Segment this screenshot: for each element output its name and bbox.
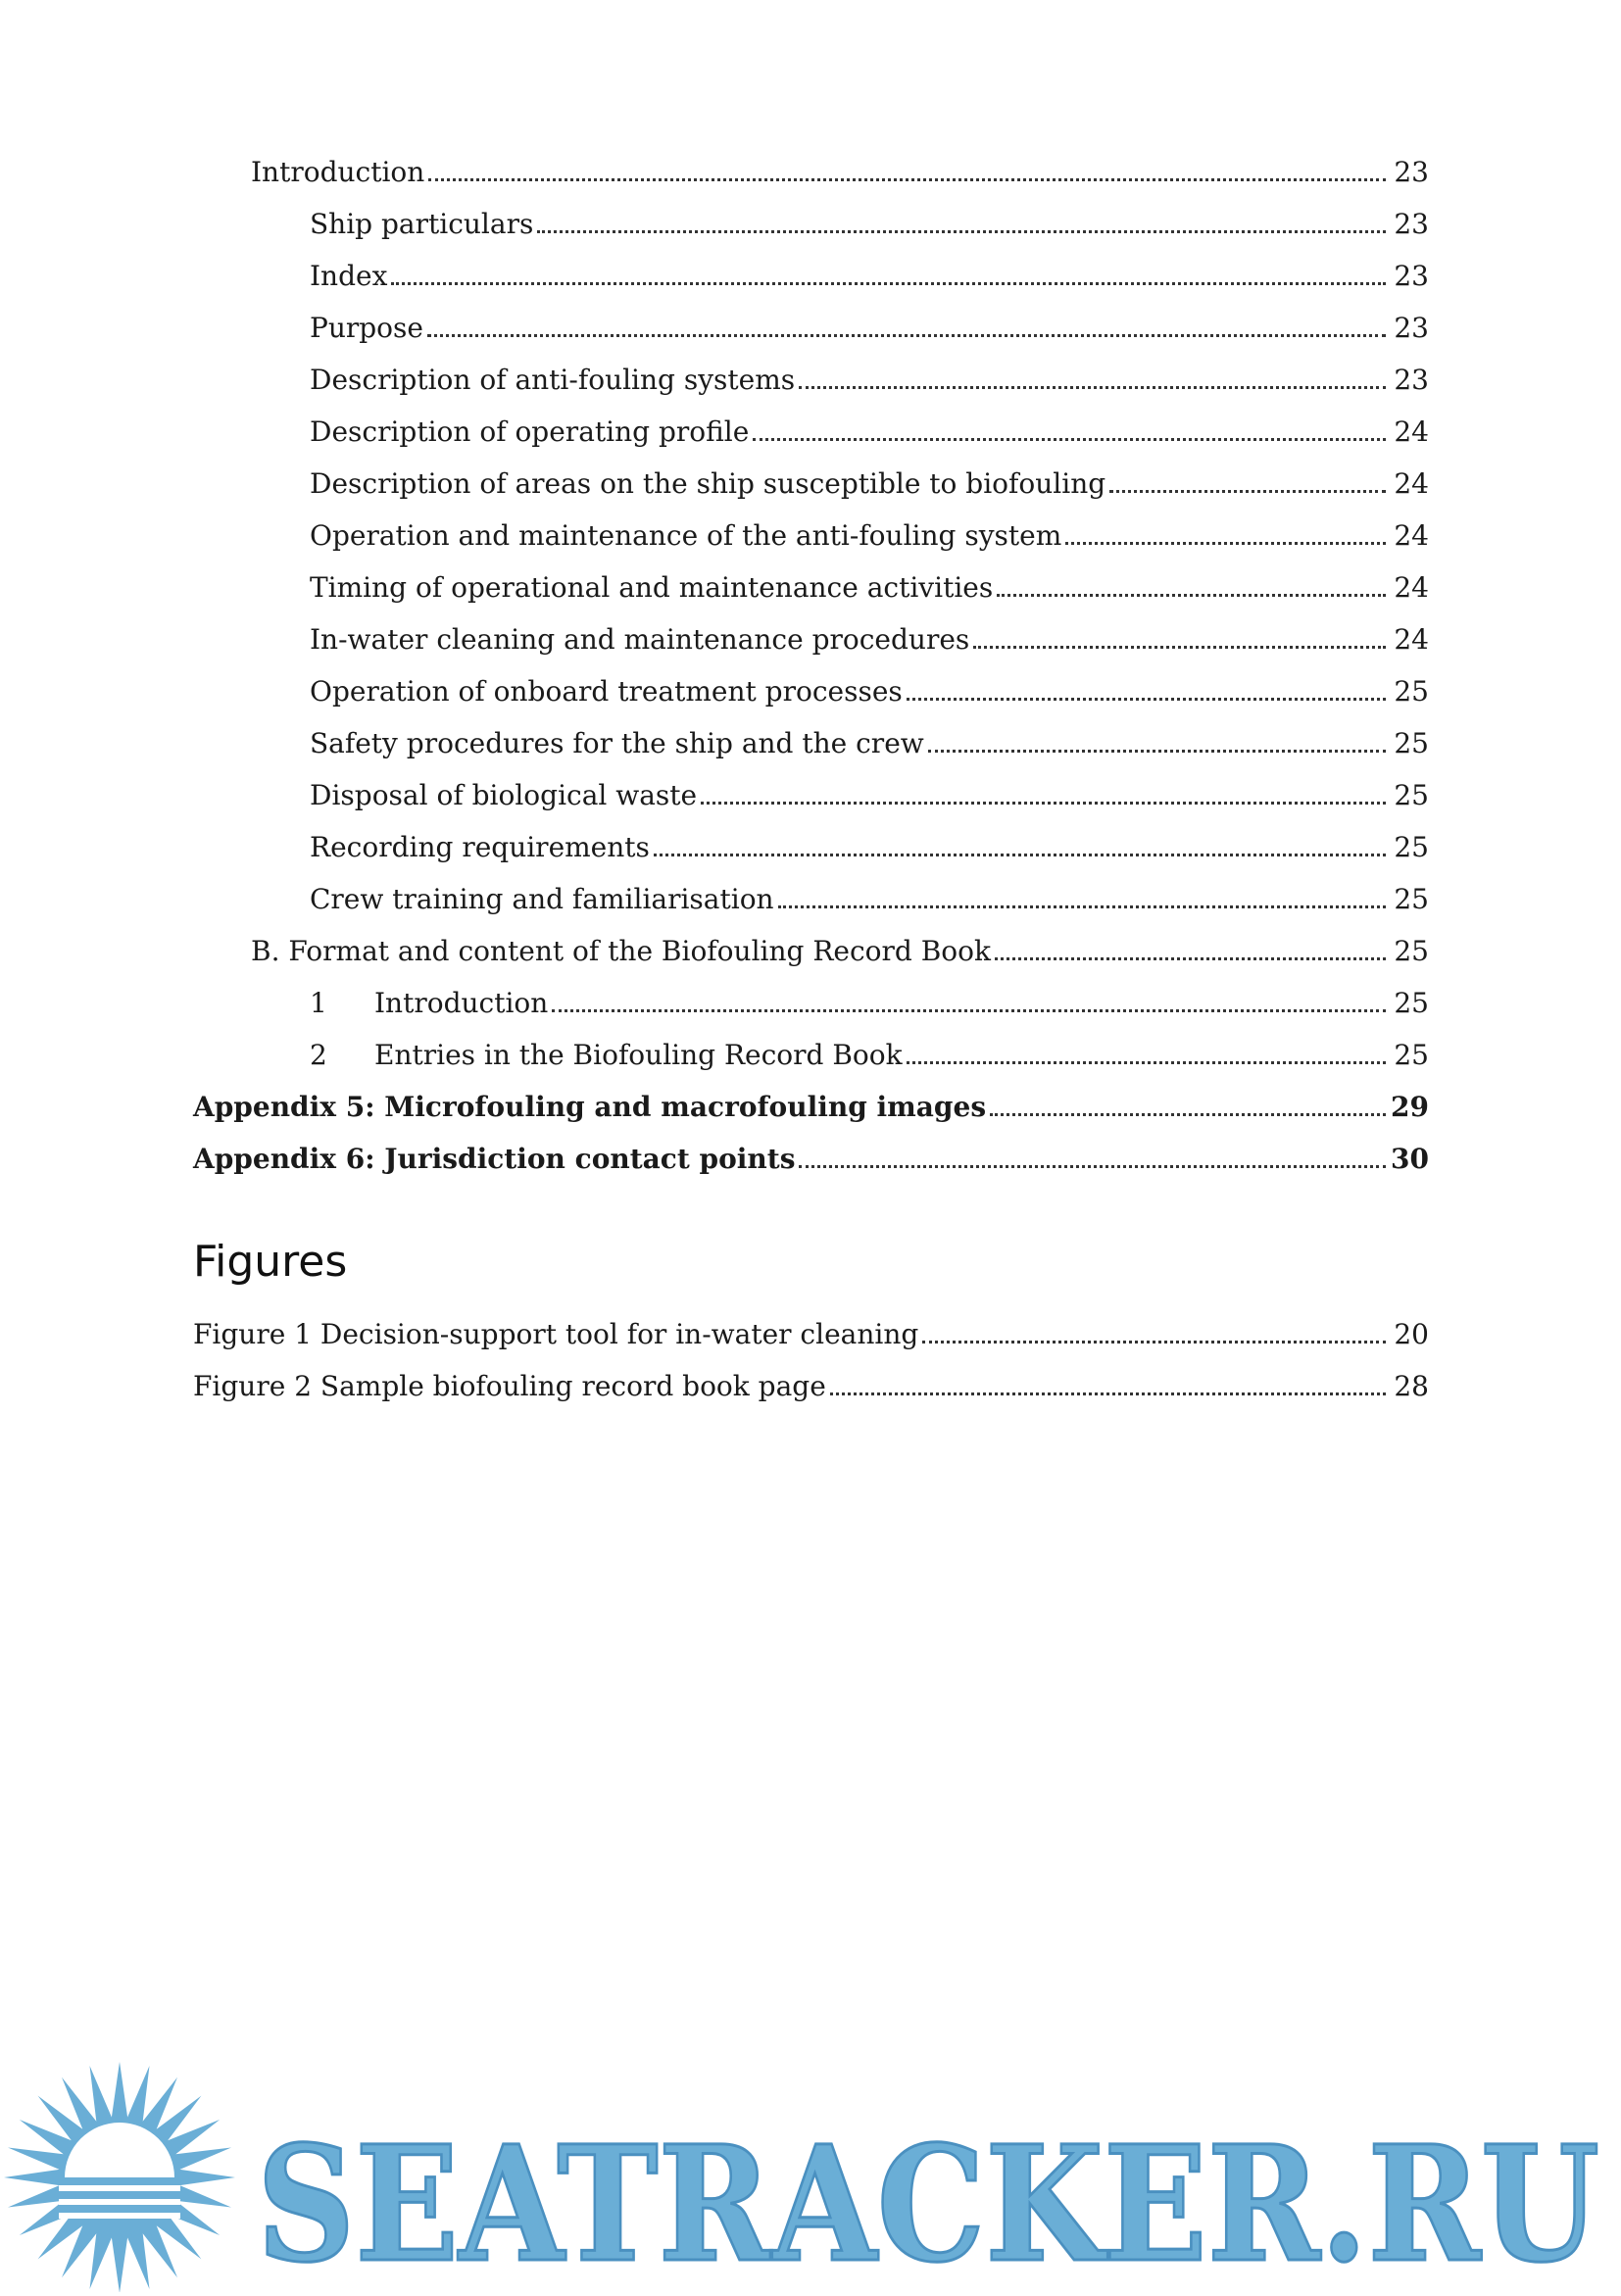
- dot-leader: [1109, 490, 1386, 493]
- dot-leader: [1065, 542, 1386, 545]
- toc-page-number: 25: [1394, 675, 1429, 708]
- toc-page-number: 25: [1394, 935, 1429, 967]
- toc-entry-label: Ship particulars: [310, 208, 534, 240]
- dot-leader: [907, 698, 1386, 701]
- dot-leader: [997, 594, 1386, 597]
- toc-entry[interactable]: [0, 464, 1429, 504]
- toc-page-number: 25: [1394, 831, 1429, 863]
- toc-entry-label: Appendix 5: Microfouling and macrofouling images: [193, 1091, 987, 1123]
- toc-entry-label: B. Format and content of the Biofouling Record Book: [251, 935, 991, 967]
- toc-entry-label: Operation of onboard treatment processes: [310, 675, 903, 708]
- toc-page-number: 24: [1394, 467, 1429, 500]
- toc-entry[interactable]: [0, 672, 1429, 711]
- toc-page-number: 25: [1394, 779, 1429, 811]
- toc-entry-label: Operation and maintenance of the anti-fouling system: [310, 519, 1062, 552]
- figure-page-number: 20: [1394, 1318, 1429, 1350]
- toc-entry[interactable]: [0, 1036, 1429, 1075]
- toc-entry[interactable]: [0, 984, 1429, 1023]
- dot-leader: [552, 1009, 1386, 1012]
- toc-entry[interactable]: [0, 620, 1429, 659]
- toc-appendix-entry[interactable]: [0, 1140, 1429, 1179]
- toc-entry-label: Description of anti-fouling systems: [310, 364, 796, 396]
- toc-entry[interactable]: [0, 413, 1429, 452]
- toc-entry-label: Index: [310, 260, 388, 292]
- toc-entry-number: 1: [310, 987, 327, 1019]
- dot-leader: [391, 282, 1386, 285]
- toc-entry[interactable]: [0, 724, 1429, 763]
- toc-entry[interactable]: [0, 257, 1429, 296]
- toc-entry-label: Introduction: [251, 156, 425, 188]
- sun-logo-icon: [0, 2038, 1621, 2292]
- dot-leader: [995, 957, 1386, 960]
- toc-page-number: 23: [1394, 156, 1429, 188]
- toc-entry-label: Crew training and familiarisation: [310, 883, 774, 915]
- dot-leader: [753, 438, 1386, 441]
- toc-entry-number: 2: [310, 1039, 327, 1071]
- toc-entry[interactable]: [0, 516, 1429, 556]
- toc-page-number: 30: [1391, 1143, 1429, 1175]
- toc-entry-label: Appendix 6: Jurisdiction contact points: [193, 1143, 796, 1175]
- toc-entry[interactable]: [0, 880, 1429, 919]
- toc-page-number: 25: [1394, 1039, 1429, 1071]
- dot-leader: [922, 1341, 1386, 1343]
- toc-entry-label: Introduction: [374, 987, 549, 1019]
- toc-entry[interactable]: [0, 361, 1429, 400]
- toc-entry-label: Timing of operational and maintenance activities: [310, 571, 994, 604]
- toc-page-number: 25: [1394, 883, 1429, 915]
- dot-leader: [990, 1113, 1386, 1116]
- dot-leader: [428, 178, 1386, 181]
- toc-page-number: 23: [1394, 260, 1429, 292]
- dot-leader: [907, 1061, 1386, 1064]
- toc-entry[interactable]: [0, 568, 1429, 608]
- toc-page-number: 24: [1394, 519, 1429, 552]
- figure-entry[interactable]: [0, 1367, 1429, 1406]
- toc-page-number: 25: [1394, 727, 1429, 759]
- figure-entry[interactable]: [0, 1315, 1429, 1354]
- toc-page-number: 23: [1394, 364, 1429, 396]
- dot-leader: [701, 802, 1386, 805]
- toc-entry-label: Recording requirements: [310, 831, 650, 863]
- toc-entry[interactable]: [0, 309, 1429, 348]
- toc-entry[interactable]: [0, 828, 1429, 867]
- figure-page-number: 28: [1394, 1370, 1429, 1402]
- toc-entry[interactable]: [0, 153, 1429, 192]
- toc-page-number: 24: [1394, 571, 1429, 604]
- dot-leader: [799, 1165, 1386, 1168]
- sun-water-line-icon: [59, 2185, 180, 2191]
- toc-entry-label: Entries in the Biofouling Record Book: [374, 1039, 903, 1071]
- dot-leader: [427, 334, 1386, 337]
- toc-entry[interactable]: [0, 932, 1429, 971]
- dot-leader: [830, 1392, 1386, 1395]
- toc-entry-label: Safety procedures for the ship and the crew: [310, 727, 924, 759]
- dot-leader: [778, 905, 1386, 908]
- toc-page-number: 24: [1394, 415, 1429, 448]
- toc-appendix-entry[interactable]: [0, 1088, 1429, 1127]
- dot-leader: [537, 230, 1386, 233]
- dot-leader: [799, 386, 1386, 389]
- toc-page-number: 24: [1394, 623, 1429, 656]
- toc-page-number: 23: [1394, 208, 1429, 240]
- toc-entry-label: Purpose: [310, 312, 423, 344]
- sun-water-line-icon: [59, 2213, 180, 2219]
- toc-page-number: 29: [1391, 1091, 1429, 1123]
- dot-leader: [928, 750, 1386, 753]
- toc-entry[interactable]: [0, 205, 1429, 244]
- watermark-logo: [0, 2038, 1621, 2292]
- figures-heading: Figures: [193, 1237, 348, 1287]
- toc-entry-label: Disposal of biological waste: [310, 779, 698, 811]
- toc-entry-label: In-water cleaning and maintenance procedures: [310, 623, 970, 656]
- toc-page-number: 25: [1394, 987, 1429, 1019]
- dot-leader: [973, 646, 1386, 649]
- dot-leader: [654, 854, 1386, 856]
- sun-water-line-icon: [59, 2199, 180, 2205]
- toc-entry-label: Description of areas on the ship susceptible to biofouling: [310, 467, 1106, 500]
- figure-entry-label: Figure 1 Decision-support tool for in-water cleaning: [193, 1318, 919, 1350]
- figure-entry-label: Figure 2 Sample biofouling record book page: [193, 1370, 826, 1402]
- toc-page-number: 23: [1394, 312, 1429, 344]
- watermark-text: SEATRACKER.RU: [257, 2112, 1599, 2292]
- toc-entry-label: Description of operating profile: [310, 415, 750, 448]
- toc-entry[interactable]: [0, 776, 1429, 815]
